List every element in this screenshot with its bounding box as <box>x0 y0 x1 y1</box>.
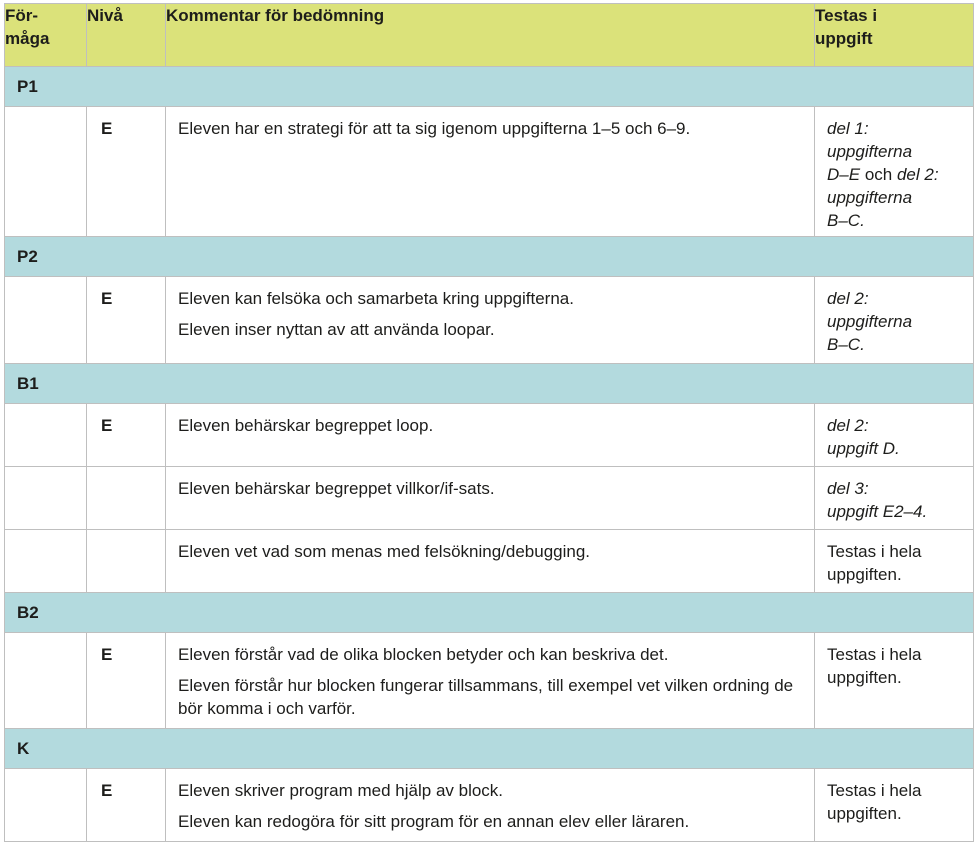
table-row <box>5 769 974 842</box>
section-row-p2 <box>5 237 974 277</box>
test-cell: del 2: uppgift D. <box>815 404 974 467</box>
header-testas: Testas i uppgift <box>815 4 974 67</box>
section-label: P1 <box>5 67 974 107</box>
section-label: B1 <box>5 364 974 404</box>
table-row <box>5 530 974 593</box>
niva-cell: E <box>87 404 166 467</box>
formaga-cell <box>5 633 87 729</box>
formaga-cell <box>5 467 87 530</box>
section-row-b1 <box>5 364 974 404</box>
comment-cell: Eleven vet vad som menas med felsökning/debugging. <box>166 530 815 593</box>
header-row <box>5 4 974 67</box>
table-row <box>5 633 974 729</box>
niva-cell: E <box>87 277 166 364</box>
section-label: B2 <box>5 593 974 633</box>
test-cell: Testas i hela uppgiften. <box>815 530 974 593</box>
niva-cell <box>87 467 166 530</box>
section-row-b2 <box>5 593 974 633</box>
niva-cell: E <box>87 769 166 842</box>
test-cell: del 3: uppgift E2–4. <box>815 467 974 530</box>
comment-cell: Eleven kan felsöka och samarbeta kring uppgifterna. Eleven inser nyttan av att använda loopar. <box>166 277 815 364</box>
section-label: K <box>5 729 974 769</box>
table-row <box>5 277 974 364</box>
comment-cell: Eleven behärskar begreppet loop. <box>166 404 815 467</box>
section-row-p1 <box>5 67 974 107</box>
header-kommentar: Kommentar för bedömning <box>166 4 815 67</box>
niva-cell: E <box>87 633 166 729</box>
comment-cell: Eleven förstår vad de olika blocken betyder och kan beskriva det. Eleven förstår hur blocken fungerar tillsammans, till exempel vet vilken ordning de bör komma i och varför. <box>166 633 815 729</box>
niva-cell: E <box>87 107 166 237</box>
niva-cell <box>87 530 166 593</box>
test-cell: Testas i hela uppgiften. <box>815 633 974 729</box>
formaga-cell <box>5 107 87 237</box>
header-niva: Nivå <box>87 4 166 67</box>
comment-cell: Eleven har en strategi för att ta sig igenom uppgifterna 1–5 och 6–9. <box>166 107 815 237</box>
table-row <box>5 404 974 467</box>
test-cell: del 2: uppgifterna B–C. <box>815 277 974 364</box>
formaga-cell <box>5 404 87 467</box>
table-row <box>5 107 974 237</box>
formaga-cell <box>5 769 87 842</box>
formaga-cell <box>5 277 87 364</box>
test-cell: Testas i hela uppgiften. <box>815 769 974 842</box>
header-formaga: För- måga <box>5 4 87 67</box>
formaga-cell <box>5 530 87 593</box>
assessment-table <box>4 3 974 842</box>
comment-cell: Eleven skriver program med hjälp av block. Eleven kan redogöra för sitt program för en annan elev eller läraren. <box>166 769 815 842</box>
test-cell: del 1: uppgifterna D–E och del 2: uppgifterna B–C. <box>815 107 974 237</box>
section-row-k <box>5 729 974 769</box>
section-label: P2 <box>5 237 974 277</box>
table-row <box>5 467 974 530</box>
comment-cell: Eleven behärskar begreppet villkor/if-sats. <box>166 467 815 530</box>
